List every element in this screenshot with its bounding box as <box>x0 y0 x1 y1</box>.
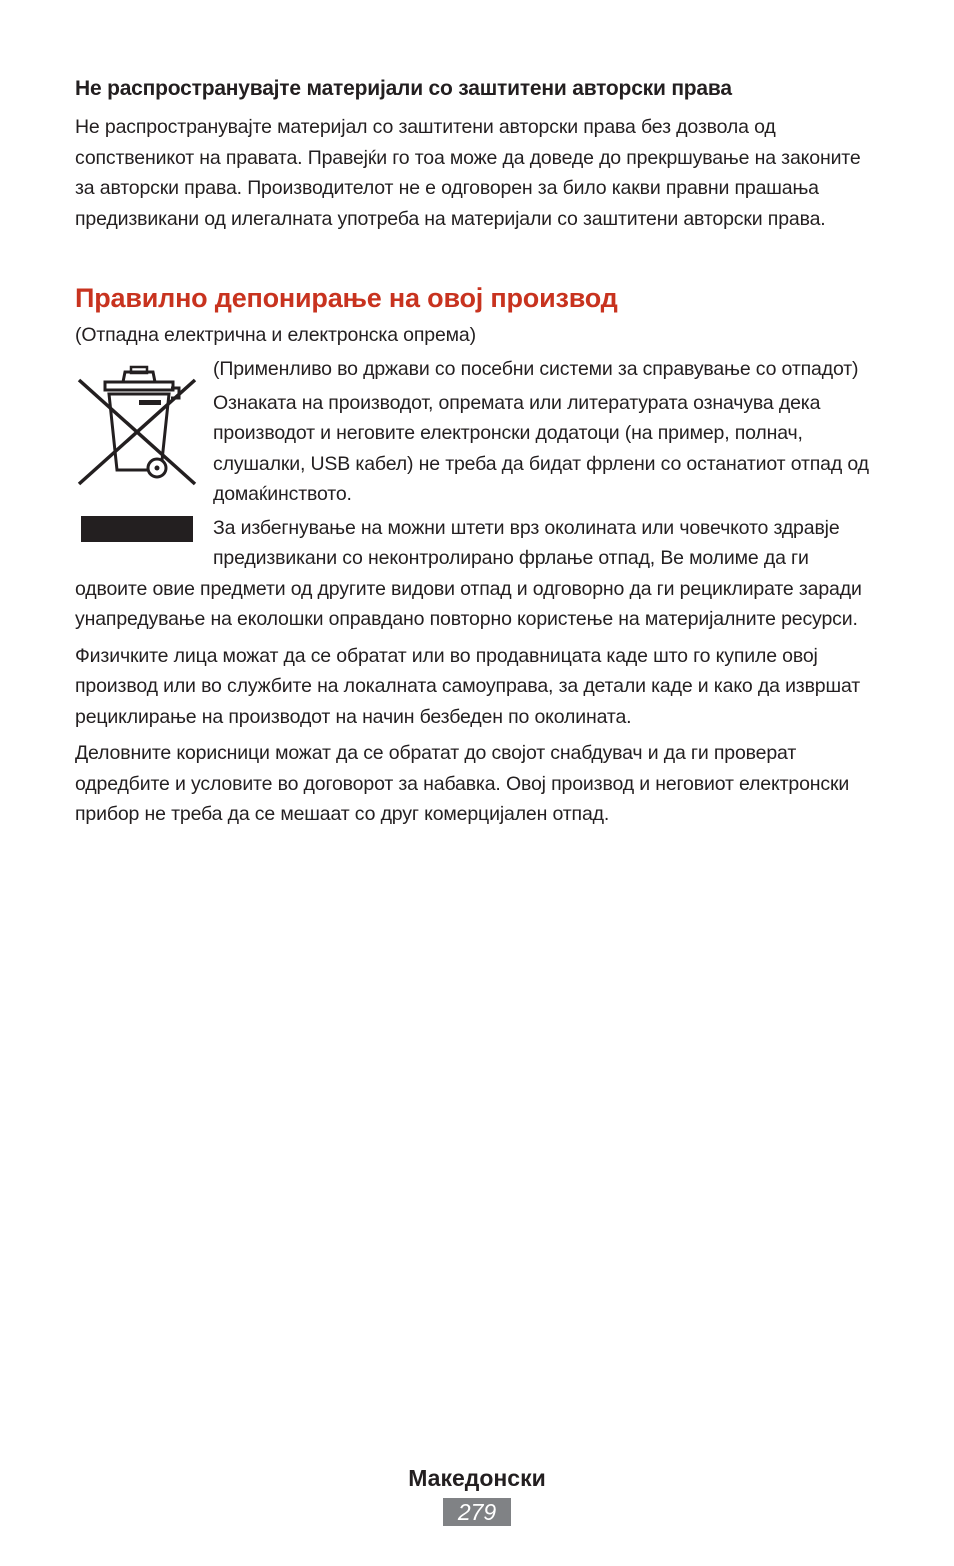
weee-block <box>75 354 885 635</box>
disposal-recycle-text: За избегнување на можни штети врз околината или човечкото здравје предизвикани со неконтролирано фрлање отпад, Ве молиме да ги одвоите овие предмети од другите видови отпад и одговорно да ги рециклирате заради унапредување на еколошки оправдано повторно користење на материјалните ресурси. <box>75 516 862 630</box>
copyright-paragraph: Не распространувајте материјал со заштитени авторски права без дозвола од сопственикот на правата. Правејќи го тоа може да доведе до прекршување на законите за авторски права. Производителот не е одговорен за било какви правни прашања предизвикани од илегалната употреба на материјали со заштитени авторски права. <box>75 116 861 230</box>
disposal-business-users-text: Деловните корисници можат да се обратат до својот снабдувач и да ги проверат одредбите и условите во договорот за набавка. Овој производ и неговиот електронски прибор не треба да се мешаат со друг комерцијален отпад. <box>75 742 850 825</box>
disposal-subtitle: (Отпадна електрична и електронска опрема) <box>75 324 476 346</box>
disposal-applicability-text: (Применливо во држави со посебни системи за справување со отпадот) <box>213 358 859 380</box>
crossed-out-wheelie-bin-icon <box>75 358 199 554</box>
disposal-household-users-text: Физичките лица можат да се обратат или во продавницата каде што го купиле овој производ или во службите на локалната самоуправа, за детали каде и како да извршат рециклирање на производот на начин безбеден по околината. <box>75 644 861 728</box>
page-number: 279 <box>443 1498 511 1526</box>
disposal-section-title: Правилно депонирање на овој производ <box>75 283 618 313</box>
footer-language: Македонски <box>408 1465 546 1491</box>
page-footer <box>0 1462 954 1526</box>
disposal-marking-text: Ознаката на производот, опремата или литературата означува дека производот и неговите електронски додатоци (на пример, полнач, слушалки, USB кабел) не треба да бидат фрлени со останатиот отпад од домаќинството. <box>213 391 869 505</box>
copyright-heading: Не распространувајте материјали со заштитени авторски права <box>75 77 732 100</box>
document-page <box>75 72 885 830</box>
